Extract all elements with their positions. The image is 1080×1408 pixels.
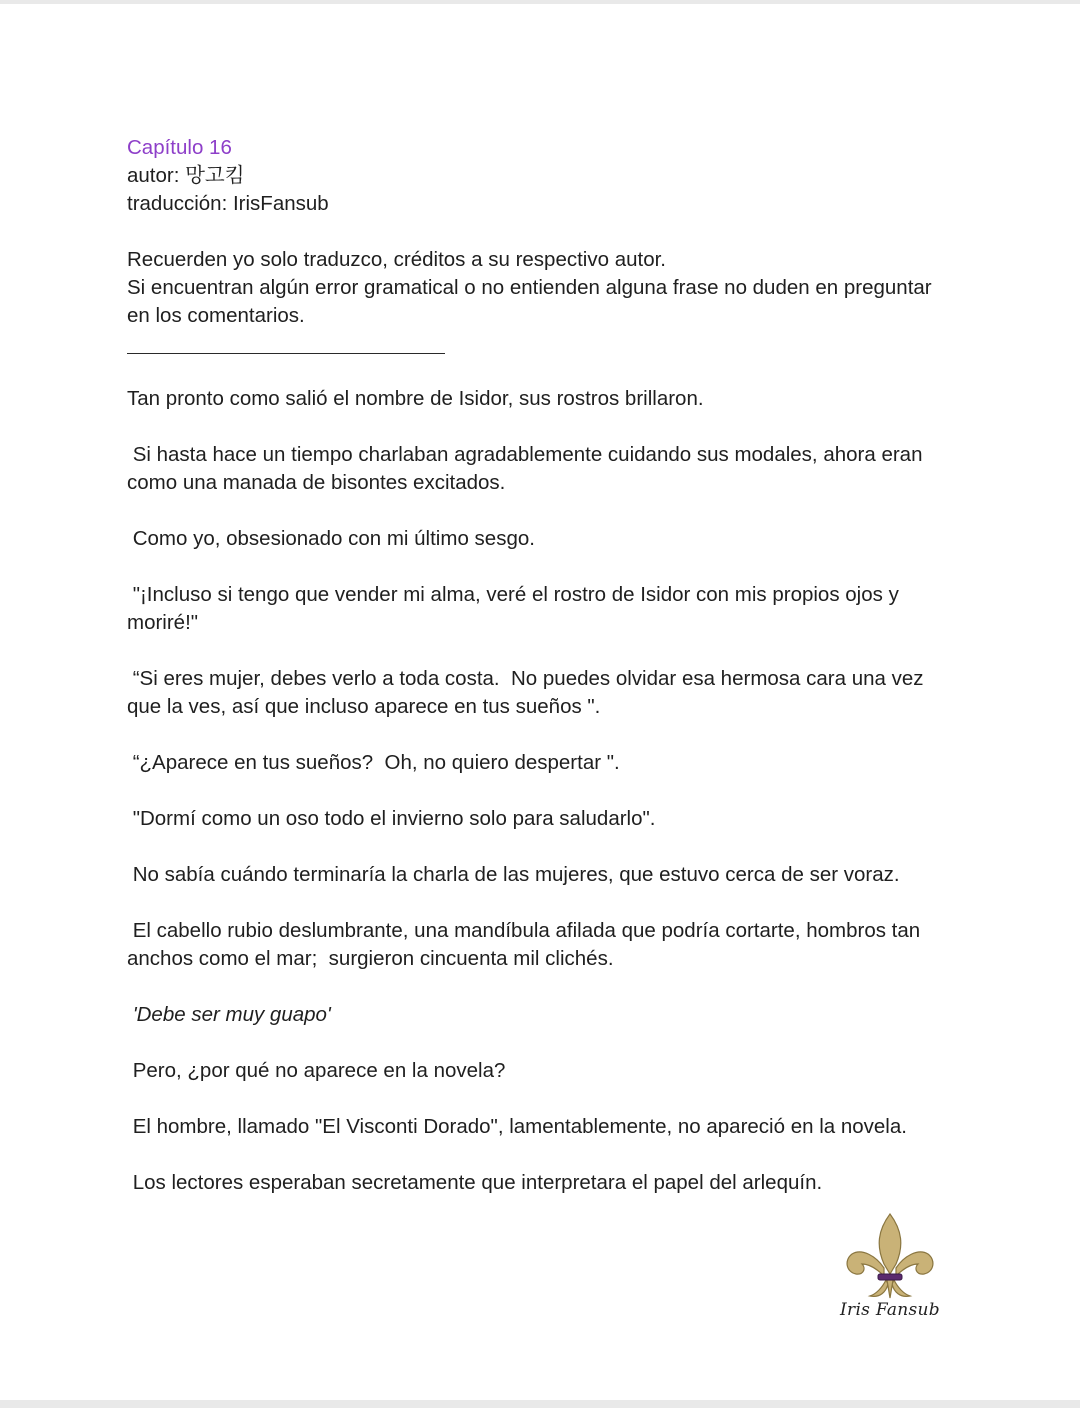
chapter-title: Capítulo 16 [127,136,232,159]
paragraph: “Si eres mujer, debes verlo a toda costa. No puedes olvidar esa hermosa cara una vez que la ves, así que incluso aparece en tus sueños ". [127,667,930,718]
notice-line-2: Si encuentran algún error gramatical o no entienden alguna frase no duden en preguntar en los comentarios. [127,276,938,327]
document-content [127,134,957,1225]
iris-fansub-logo [840,1212,940,1327]
paragraph: Como yo, obsesionado con mi último sesgo. [127,527,535,550]
paragraph: "¡Incluso si tengo que vender mi alma, veré el rostro de Isidor con mis propios ojos y moriré!" [127,583,905,634]
spacer [127,218,957,246]
logo-text: Iris Fansub [840,1300,940,1320]
paragraph: El cabello rubio deslumbrante, una mandíbula afilada que podría cortarte, hombros tan anchos como el mar; surgieron cincuenta mil clichés. [127,919,926,970]
paragraph: Tan pronto como salió el nombre de Isidor, sus rostros brillaron. [127,387,704,410]
fleur-de-lis-icon [840,1212,940,1304]
document-page [0,4,1080,1400]
paragraph: Pero, ¿por qué no aparece en la novela? [127,1059,506,1082]
paragraph: El hombre, llamado "El Visconti Dorado", lamentablemente, no apareció en la novela. [127,1115,907,1138]
paragraph: Si hasta hace un tiempo charlaban agradablemente cuidando sus modales, ahora eran como una manada de bisontes excitados. [127,443,929,494]
italic-thought: 'Debe ser muy guapo' [127,1003,331,1026]
paragraph: “¿Aparece en tus sueños? Oh, no quiero despertar ". [127,751,620,774]
paragraph: No sabía cuándo terminaría la charla de las mujeres, que estuvo cerca de ser voraz. [127,863,900,886]
divider-line [127,353,445,354]
translation-line: traducción: IrisFansub [127,192,329,215]
paragraph: Los lectores esperaban secretamente que interpretara el papel del arlequín. [127,1171,823,1194]
paragraph: "Dormí como un oso todo el invierno solo para saludarlo". [127,807,656,830]
notice-line-1: Recuerden yo solo traduzco, créditos a su respectivo autor. [127,248,666,271]
author-line: autor: 망고킴 [127,164,245,187]
